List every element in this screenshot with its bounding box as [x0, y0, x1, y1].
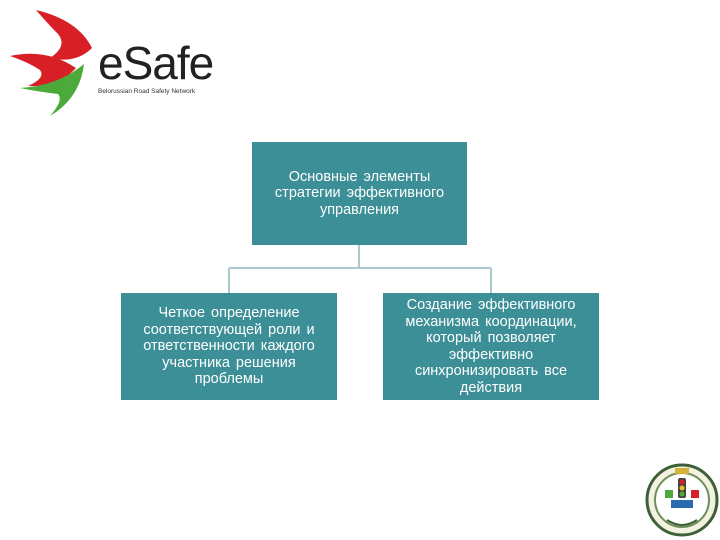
logo-subtitle: Belorussian Road Safety Network [98, 88, 196, 95]
emblem-seal-icon [645, 460, 719, 540]
diagram-root-box: Основные элементы стратегии эффективного управления [252, 142, 467, 245]
diagram-child-box-right: Создание эффективного механизма координации, который позволяет эффективно синхронизировать все действия [383, 293, 599, 400]
logo-title: eSafe [98, 37, 214, 89]
diagram-child-box-left: Четкое определение соответствующей роли и ответственности каждого участника решения проблемы [121, 293, 337, 400]
